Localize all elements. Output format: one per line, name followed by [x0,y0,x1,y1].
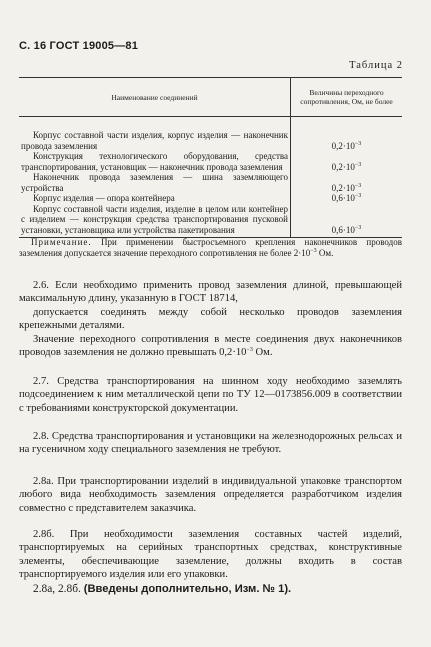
table-row [19,204,402,238]
amendment-note [33,583,291,595]
paragraph-2-6-continued: допускается соединять между собой несколько проводов заземления крепежными деталями. [19,307,402,332]
row-value: $0,6\cdot 10^{-3}$ [331,193,362,203]
row-name: Корпус составной части изделия, изделие в целом или контейнер с изделием — конструкция средства транспортирования пусковой установки, установщика или устройства пакетирования [19,204,291,238]
amendment-text: (Введены дополнительно, Изм. № 1). [83,583,292,595]
table-row [19,117,402,152]
row-value: $0,2\cdot 10^{-3}$ [331,161,362,172]
note-text: При применении быстросъемного крепления наконечников проводов заземления допускается значение переходного сопротивления не более 2·10 [19,237,403,258]
row-value: $0,2\cdot 10^{-3}$ [331,182,362,193]
row-name: Корпус изделия — опора контейнера [19,193,291,204]
amendment-number: 2.8а, 2.8б. [33,583,81,595]
paragraph-2-6: 2.6. Если необходимо применить провод заземления длиной, превышающей максимальную длину, указанную в ГОСТ 18714, [19,280,402,305]
row-value: $0,2\cdot 10^{-3}$ [331,140,362,151]
table-note: Примечание. При применении быстросъемного крепления наконечников проводов заземления допускается значение переходного сопротивления не более $2\cdot 10^{-3}$ Ом. [19,237,403,258]
paragraph-2-8b: 2.8б. При необходимости заземления составных частей изделий, транспортируемых на серийных транспортных средствах, конструктивные элементы, обеспечивающие заземление, должны входить в состав транспортируемого изделия или его упаковки. [19,529,402,581]
table-row [19,151,402,172]
resistance-table [19,77,402,238]
paragraph-resistance: Значение переходного сопротивления в месте соединения двух наконечников проводов заземления не должно превышать $0,2\cdot 10^{-3}$ Ом. [19,334,402,359]
table-caption: Таблица 2 [349,60,403,71]
page-header: С. 16 ГОСТ 19005—81 [19,40,139,52]
row-name: Наконечник провода заземления — шина заземляющего устройства [19,172,291,193]
table-row [19,172,402,193]
table-row [19,193,402,204]
row-value: $0,6\cdot 10^{-3}$ [291,204,403,238]
column-header-value: Величины переходного сопротивления, Ом, не более [291,78,403,117]
row-name: Корпус составной части изделия, корпус изделия — наконечник провода заземления [19,117,291,152]
paragraph-2-8a: 2.8а. При транспортировании изделий в индивидуальной упаковке транспортом любого вида необходимость заземления определяется разработчиком изделия совместно с представителем заказчика. [19,476,402,514]
table-header-row [19,78,402,117]
column-header-name: Наименование соединений [19,78,291,117]
note-label: Примечание. [31,237,92,247]
row-name: Конструкция технологического оборудования, средства транспортирования, установщик — наконечник провода заземления [19,151,291,172]
paragraph-2-8: 2.8. Средства транспортирования и установщики на железнодорожных рельсах и на гусеничном ходу специального заземления не требуют. [19,431,402,456]
paragraph-2-7: 2.7. Средства транспортирования на шинном ходу необходимо заземлять подсоединением к ним металлической цепи по ТУ 12—0173856.009 в соответствии с требованиями конструкторской документации. [19,376,402,414]
